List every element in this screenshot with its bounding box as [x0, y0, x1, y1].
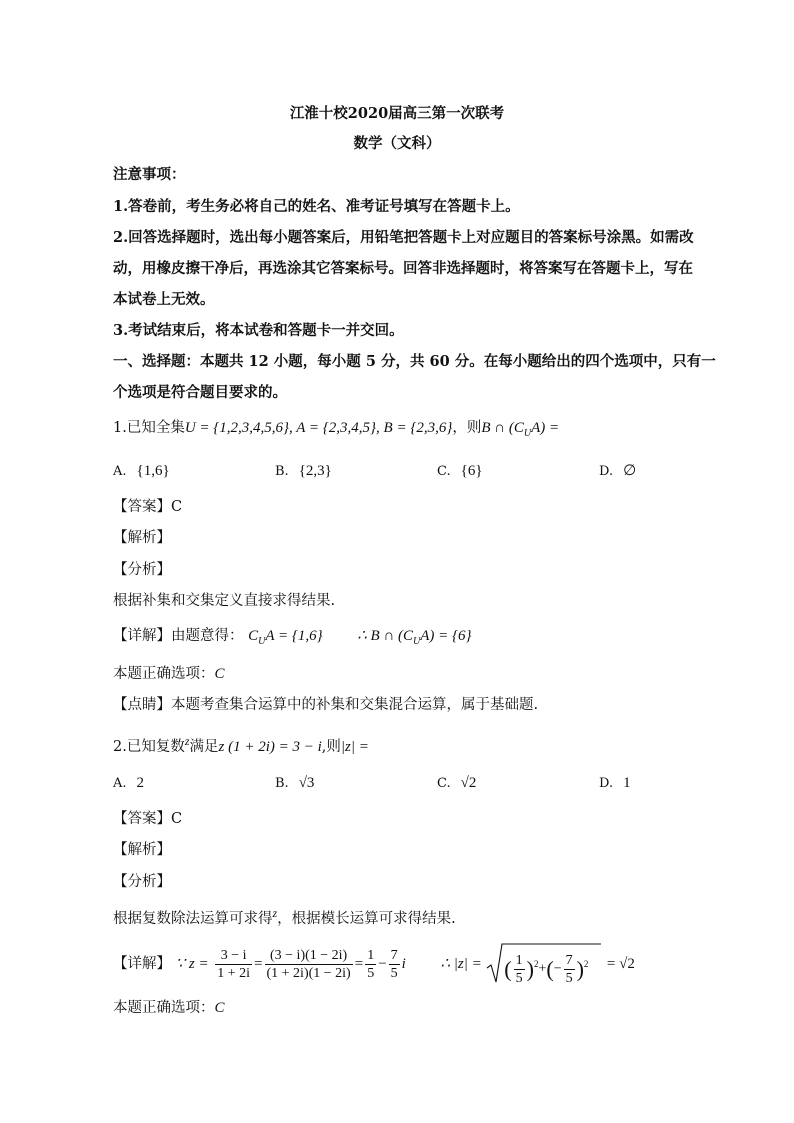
option-value: √3	[298, 775, 315, 791]
option-letter: B.	[275, 776, 289, 791]
eq2-sub: U	[413, 636, 421, 647]
q2-stem-z: z	[184, 734, 190, 748]
q2-detail	[113, 942, 635, 986]
eq1-sub: U	[258, 636, 266, 647]
q1-detail	[113, 626, 472, 652]
notice-heading: 注意事项：	[113, 166, 186, 183]
q1-expr-b: A) =	[531, 420, 560, 436]
q2-detail-label: 【详解】	[113, 956, 171, 972]
frac-denominator: 1 + 2i	[217, 965, 251, 981]
neg-sign: −	[553, 961, 562, 977]
sqrt-content	[504, 946, 588, 988]
frac-numerator: 1	[367, 947, 375, 963]
q1-detail-label: 【详解】由题意得：	[113, 628, 244, 644]
modulus-sqrt	[486, 942, 602, 986]
page-subtitle: 数学（文科）	[353, 135, 441, 152]
option-value: {2,3}	[298, 463, 332, 479]
minus-sign: −	[378, 956, 387, 972]
q2-therefore: ∴ |z| =	[440, 956, 482, 972]
option-letter: B.	[275, 464, 289, 479]
notice-item-2-line-1: 2.回答选择题时，选出每小题答案后，用铅笔把答题卡上对应题目的答案标号涂黑。如需改	[113, 229, 694, 246]
notice-item-2-line-3: 本试卷上无效。	[113, 291, 215, 308]
q2-option-b[interactable]	[275, 773, 314, 794]
q2-fenxi-label: 【分析】	[113, 874, 171, 890]
q2-stem-eq: z (1 + 2i) = 3 − i	[218, 738, 322, 755]
paren-open: (	[504, 956, 512, 982]
frac-r1	[514, 952, 525, 987]
q2-stem-tail: ,则	[321, 738, 341, 755]
plus-sign: +	[538, 961, 547, 977]
eq1-b: A = {1,6}	[265, 628, 323, 644]
option-letter: C.	[437, 464, 451, 479]
q2-stem-prefix: 2.已知复数	[113, 738, 185, 755]
q1-correct-label: 本题正确选项：	[113, 666, 215, 682]
exponent: 2	[533, 959, 539, 969]
option-value: ∅	[623, 463, 637, 479]
q1-correct	[113, 664, 225, 684]
q2-correct	[113, 998, 225, 1018]
imag-unit: i	[401, 956, 406, 972]
q1-stem-sets: U = {1,2,3,4,5,6}, A = {2,3,4,5}, B = {2,3,6}	[184, 420, 453, 436]
option-value: √2	[460, 775, 477, 791]
q1-analysis: 根据补集和交集定义直接求得结果.	[113, 593, 336, 609]
q1-correct-value: C	[214, 666, 225, 682]
q2-stem-mid: 满足	[189, 738, 219, 755]
frac-numerator: 7	[565, 952, 573, 968]
q2-because: ∵ z =	[175, 956, 209, 972]
q2-stem-abs: |z| =	[340, 738, 369, 755]
frac-numerator: 3 − i	[215, 947, 252, 965]
option-value: {1,6}	[136, 463, 170, 479]
q2-correct-value: C	[214, 1000, 225, 1016]
frac-numerator: 1	[515, 952, 523, 968]
q1-detail-eq2	[357, 628, 472, 647]
q1-option-c[interactable]	[437, 461, 483, 482]
q2-result: = √2	[606, 956, 635, 972]
q2-analysis-b: ，根据模长运算可求得结果.	[277, 910, 456, 927]
option-letter: A.	[113, 464, 127, 479]
q2-jiexi-label: 【解析】	[113, 842, 171, 858]
q2-answer: 【答案】C	[113, 811, 183, 827]
eq2-a: ∴ B ∩ (C	[357, 628, 414, 644]
section-heading-line-1: 一、选择题：本题共 12 小题，每小题 5 分，共 60 分。在每小题给出的四个选项中，只有一	[113, 353, 716, 370]
frac-denominator: (1 + 2i)(1 − 2i)	[266, 965, 351, 981]
eq1-a: C	[248, 628, 259, 644]
frac-2	[265, 947, 353, 982]
equals-sign: =	[254, 956, 263, 972]
q1-stem-expr	[481, 420, 560, 439]
notice-item-3: 3.考试结束后，将本试卷和答题卡一并交回。	[113, 322, 404, 339]
frac-denominator: 5	[565, 970, 573, 986]
q1-option-a[interactable]	[113, 461, 170, 482]
frac-1	[215, 947, 252, 982]
q1-comment: 【点睛】本题考查集合运算中的补集和交集混合运算，属于基础题.	[113, 697, 539, 713]
q1-expr-sub: U	[523, 428, 532, 439]
paren-open: (	[546, 956, 554, 982]
frac-denominator: 5	[515, 970, 523, 986]
frac-denominator: 5	[367, 965, 375, 981]
q2-analysis-a: 根据复数除法运算可求得	[113, 910, 273, 927]
option-letter: D.	[599, 776, 614, 791]
notice-item-2-line-2: 动，用橡皮擦干净后，再选涂其它答案标号。回答非选择题时，将答案写在答题卡上，写在	[113, 260, 693, 277]
q2-option-c[interactable]	[437, 773, 476, 794]
option-value: {6}	[460, 463, 483, 479]
option-value: 1	[623, 775, 631, 791]
q1-answer: 【答案】C	[113, 499, 183, 515]
q2-analysis	[113, 903, 456, 929]
q1-detail-eq1	[248, 628, 323, 647]
q2-correct-label: 本题正确选项：	[113, 1000, 215, 1016]
section-heading-line-2: 个选项是符合题目要求的。	[113, 384, 287, 401]
q2-option-d[interactable]	[599, 773, 631, 794]
eq2-b: A) = {6}	[420, 628, 472, 644]
q2-option-a[interactable]	[113, 773, 144, 794]
page-title: 江淮十校2020届高三第一次联考	[289, 105, 505, 122]
q1-option-b[interactable]	[275, 461, 332, 482]
frac-r2	[564, 952, 575, 987]
q1-stem-prefix: 1.已知全集	[113, 420, 185, 436]
option-value: 2	[136, 775, 145, 791]
exponent: 2	[583, 959, 589, 969]
notice-item-1: 1.答卷前，考生务必将自己的姓名、准考证号填写在答题卡上。	[113, 198, 520, 215]
option-letter: D.	[599, 464, 614, 479]
frac-numerator: (3 − i)(1 − 2i)	[265, 947, 353, 965]
q1-jiexi-label: 【解析】	[113, 530, 171, 546]
option-letter: C.	[437, 776, 451, 791]
q1-option-d[interactable]	[599, 461, 636, 482]
frac-3	[365, 947, 376, 982]
frac-4	[389, 947, 400, 982]
q1-stem-mid: ，则	[452, 420, 482, 436]
frac-denominator: 5	[390, 965, 398, 981]
q2-analysis-z: z	[272, 906, 278, 920]
frac-numerator: 7	[390, 947, 398, 963]
option-letter: A.	[113, 776, 127, 791]
q2-stem	[113, 731, 369, 757]
paren-close: )	[526, 956, 534, 982]
q1-stem	[113, 418, 559, 444]
q1-expr-a: B ∩ (C	[481, 420, 524, 436]
paren-close: )	[576, 956, 584, 982]
q1-fenxi-label: 【分析】	[113, 562, 171, 578]
equals-sign: =	[354, 956, 364, 972]
